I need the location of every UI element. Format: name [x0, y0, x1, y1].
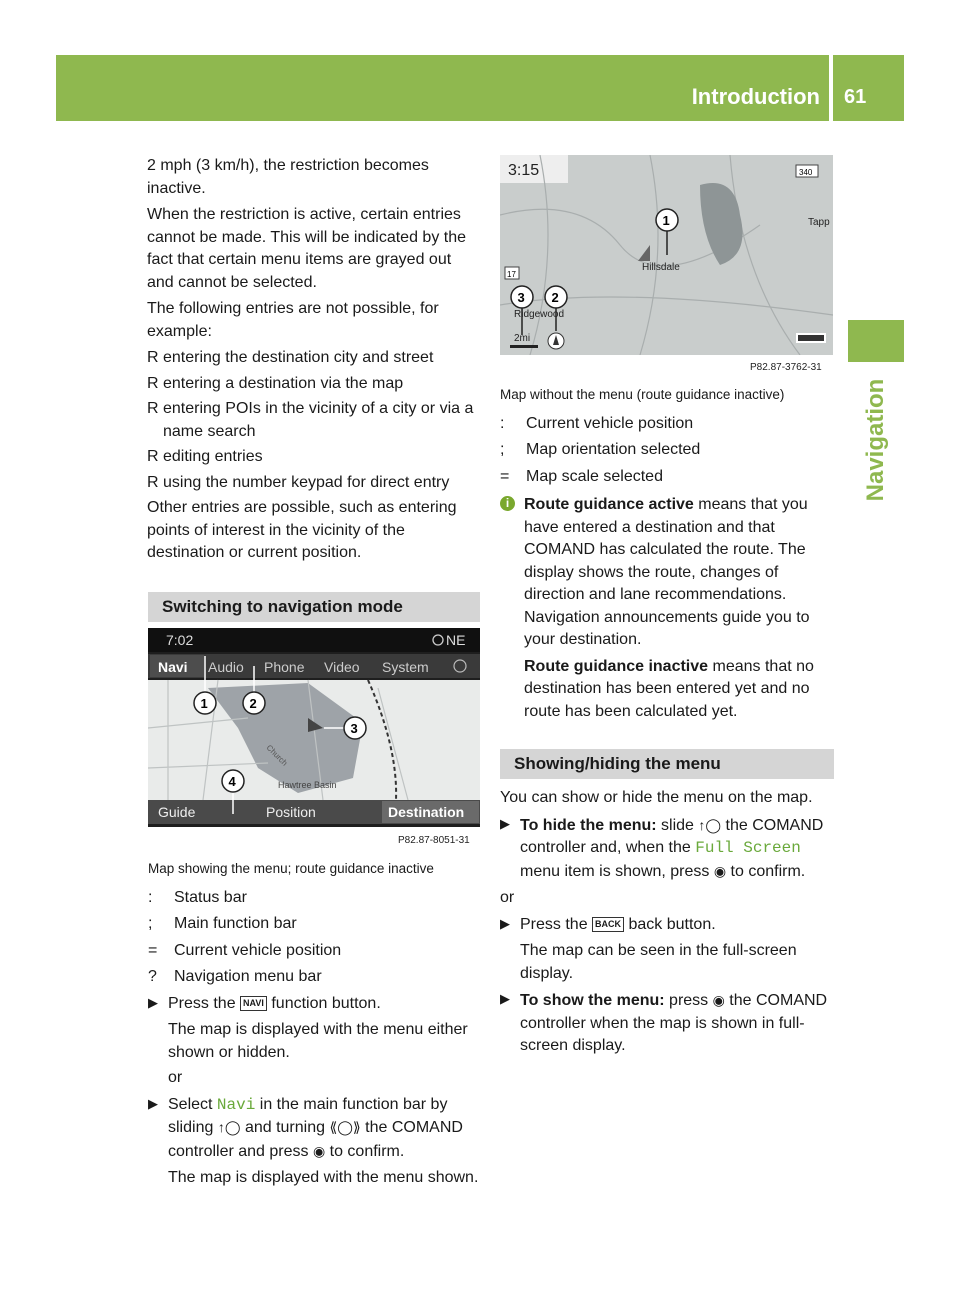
navigation-screenshot-fullscreen: [500, 155, 833, 377]
callout-2: 2: [551, 290, 559, 305]
right-column: [500, 384, 834, 1062]
navigation-screenshot-with-menu: [148, 628, 480, 850]
back-key-icon: BACK: [592, 917, 624, 932]
callout-1: 1: [200, 696, 208, 711]
menu-audio: Audio: [208, 659, 244, 675]
instruction-step: ▶ Press the BACK back button.: [500, 915, 716, 933]
place-label: Ridgewood: [514, 309, 565, 320]
instruction-step: ▶ To show the menu: press ◉ the COMAND controller when the map is shown in full-screen display.: [500, 991, 828, 1054]
instruction-step: ▶ To hide the menu: slide ↑◯ the COMAND controller and, when the Full Screen menu item is shown, press ◉ to confirm.: [500, 815, 824, 880]
menu-destination: Destination: [388, 804, 465, 820]
step-result: The map can be seen in the full-screen display.: [520, 942, 797, 982]
callout-3: 3: [517, 290, 525, 305]
list-item: R entering the destination city and street: [147, 349, 434, 366]
place-label: Tapp: [808, 217, 830, 228]
instruction-step: ▶ Press the NAVI function button.: [148, 994, 381, 1012]
paragraph: 2 mph (3 km/h), the restriction becomes inactive.: [147, 157, 429, 197]
menu-guide: Guide: [158, 804, 196, 820]
or-separator: or: [500, 889, 515, 906]
legend-item: ; Map orientation selected: [500, 441, 701, 458]
instruction-step: ▶ Select Navi in the main function bar by sliding ↑◯ and turning ⟪◯⟫ the COMAND controller and press ◉ to confirm.: [148, 1095, 463, 1160]
menu-term: Full Screen: [695, 839, 801, 857]
map-illustration: [148, 628, 480, 850]
info-note: i Route guidance active means that you have entered a destination and that COMAND has calculated the route. The display shows the route, changes of direction and lane recommendations. Navigation announcements guide you to your destination. Route guidance inactive means that no destination has been entered yet and no route has been calculated yet.: [500, 494, 834, 723]
paragraph: The following entries are not possible, for example:: [147, 300, 439, 340]
section-heading: Switching to navigation mode: [148, 592, 480, 622]
callout-1: 1: [662, 213, 670, 228]
list-item: R entering POIs in the vicinity of a city or via a name search: [147, 400, 474, 440]
legend-item: = Map scale selected: [500, 467, 663, 485]
menu-system: System: [382, 659, 429, 675]
page-number: 61: [844, 86, 867, 108]
paragraph: When the restriction is active, certain entries cannot be made. This will be indicated by the fact that certain menu items are grayed out and cannot be selected.: [147, 206, 467, 291]
info-icon: i: [500, 496, 515, 511]
controller-press-icon: ◉: [713, 862, 727, 879]
callout-2: 2: [249, 696, 257, 711]
figure-ref: P82.87-3762-31: [750, 362, 822, 373]
menu-video: Video: [324, 659, 360, 675]
place-label: Hillsdale: [642, 262, 680, 273]
section-side-label: Navigation: [862, 378, 889, 502]
status-time: 3:15: [508, 162, 540, 179]
or-separator: or: [168, 1069, 183, 1086]
left-column-top: [147, 155, 482, 569]
section-switching: [148, 592, 480, 622]
step-result: The map is displayed with the menu shown.: [168, 1169, 479, 1186]
legend-item: : Current vehicle position: [500, 414, 694, 432]
menu-term: Navi: [216, 1095, 256, 1114]
compass-heading: NE: [446, 632, 466, 648]
legend-item: = Current vehicle position: [148, 941, 342, 959]
street-label: Church: [264, 743, 290, 768]
paragraph: Other entries are possible, such as entering points of interest in the vicinity of the destination or current position.: [147, 499, 457, 561]
controller-slide-icon: ↑◯: [698, 816, 722, 833]
header-divider: [829, 55, 833, 121]
street-label: Hawtree Basin: [278, 780, 337, 790]
menu-position: Position: [266, 804, 316, 820]
figure-caption: Map without the menu (route guidance inactive): [500, 387, 785, 402]
left-column-bottom: [148, 858, 482, 1193]
navi-key-icon: NAVI: [240, 996, 267, 1011]
chapter-title: Introduction: [691, 84, 820, 109]
list-item: R using the number keypad for direct entry: [147, 473, 450, 491]
list-item: R editing entries: [147, 448, 263, 465]
figure-caption: Map showing the menu; route guidance inactive: [148, 861, 434, 876]
list-item: R entering a destination via the map: [147, 374, 404, 392]
controller-press-icon: ◉: [712, 992, 725, 1008]
step-result: The map is displayed with the menu either shown or hidden.: [168, 1021, 468, 1061]
legend-item: ; Main function bar: [148, 915, 297, 932]
status-time: 7:02: [166, 632, 194, 648]
controller-press-icon: ◉: [312, 1142, 326, 1159]
section-heading: Showing/hiding the menu: [500, 749, 834, 779]
controller-turn-icon: ⟪◯⟫: [329, 1119, 361, 1135]
legend-item: : Status bar: [148, 888, 247, 906]
route-label: 17: [507, 270, 516, 279]
controller-slide-icon: ↑◯: [217, 1119, 241, 1135]
callout-3: 3: [350, 721, 358, 736]
side-tab: [848, 320, 904, 362]
map-illustration: [500, 155, 833, 377]
paragraph: You can show or hide the menu on the map.: [500, 789, 813, 806]
callout-4: 4: [228, 774, 236, 789]
menu-navi: Navi: [158, 659, 188, 675]
menu-phone: Phone: [264, 659, 305, 675]
signal-strength-icon: [798, 335, 824, 341]
figure-ref: P82.87-8051-31: [398, 835, 470, 846]
route-label: 340: [799, 168, 813, 177]
map-scale: 2mi: [514, 333, 531, 344]
legend-item: ? Navigation menu bar: [148, 968, 322, 985]
